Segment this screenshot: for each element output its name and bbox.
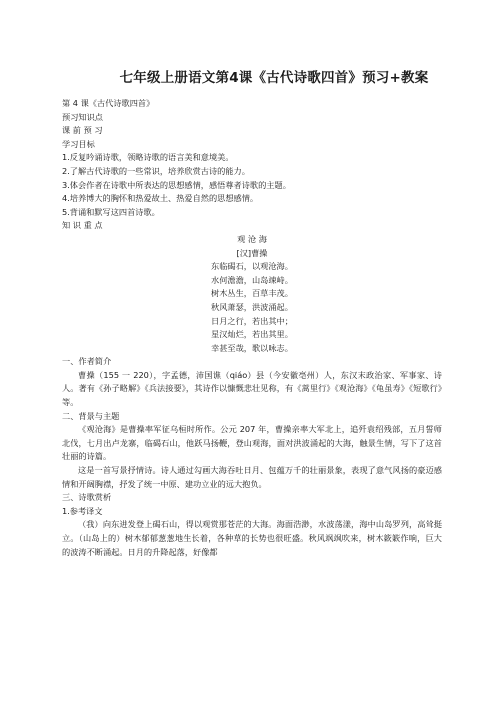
analysis-heading: 三、诗歌赏析 xyxy=(62,492,112,503)
key-points-heading: 知 识 重 点 xyxy=(62,220,103,231)
objective-item: 5.背诵和默写这四首诗歌。 xyxy=(62,206,160,217)
document-body xyxy=(62,97,442,559)
background-heading: 二、背景与主题 xyxy=(62,410,120,421)
objective-item: 1.反复吟诵诗歌，领略诗歌的语言美和意境美。 xyxy=(62,152,234,163)
objectives-heading: 学习目标 xyxy=(62,138,95,149)
author-intro-heading: 一、作者简介 xyxy=(62,356,112,367)
poem-line: 秋风萧瑟，洪波涌起。 xyxy=(211,301,293,312)
theme-paragraph: 这是一首写景抒情诗。诗人通过勾画大海吞吐日月、包蕴万千的壮丽景象，表现了意气风扬的豪迈感情和开阔胸襟，抒发了统一中原、建功立业的远大抱负。 xyxy=(62,465,442,489)
translation-heading: 1.参考译文 xyxy=(62,505,103,516)
background-paragraph: 《观沧海》是曹操率军征乌桓时所作。公元 207 年，曹操亲率大军北上，追歼袁绍残部，五月誓师北伐，七月出卢龙寨，临碣石山，他跃马扬鞭，登山观海，面对洪波涌起的大海，触景生情，写下了这首壮丽的诗篇。 xyxy=(62,424,442,462)
poem-line: 树木丛生，百草丰茂。 xyxy=(211,288,293,299)
objective-item: 4.培养博大的胸怀和热爱故土、热爱自然的思想感情。 xyxy=(62,193,259,204)
poem-line: 日月之行，若出其中； xyxy=(211,315,293,326)
poem-line: 水何澹澹，山岛竦峙。 xyxy=(211,274,293,285)
poem-block xyxy=(62,233,442,355)
lesson-heading: 第 4 课《古代诗歌四首》 xyxy=(62,98,155,108)
author-intro-text: 曹操（155 一 220），字孟德，沛国谯（qiáo）县（今安徽亳州）人，东汉末政治家、军事家、诗人。著有《孙子略解》《兵法接要》，其诗作以慷慨悲壮见称，有《蒿里行》《观沧海》《龟虽寿》《短歌行》等。 xyxy=(62,369,442,408)
translation-paragraph: （我）向东进发登上碣石山，得以观赏那苍茫的大海。海面浩渺，水波荡漾，海中山岛罗列，高耸挺立。（山岛上的）树木郁郁葱葱地生长着，各种草的长势也很旺盛。秋风飒飒吹来，树木簌簌作响，巨大的波涛不断涌起。日月的升降起落，好像都 xyxy=(62,519,442,557)
document-title: 七年级上册语文第4课《古代诗歌四首》预习+教案 xyxy=(119,70,429,86)
poem-title: 观 沧 海 xyxy=(237,233,267,244)
objective-item: 3.体会作者在诗歌中所表达的思想感情，感悟尊者诗歌的主题。 xyxy=(62,179,291,190)
pre-class-heading: 课 前 预 习 xyxy=(62,125,103,136)
poem-line: 星汉灿烂，若出其里。 xyxy=(211,329,293,340)
preview-points-heading: 预习知识点 xyxy=(62,111,103,122)
objective-item: 2.了解古代诗歌的一些常识，培养欣赏古诗的能力。 xyxy=(62,165,250,176)
poem-author: [汉]曹操 xyxy=(236,247,268,258)
poem-line: 东临碣石，以观沧海。 xyxy=(211,261,293,272)
poem-line: 幸甚至哉，歌以咏志。 xyxy=(211,342,293,353)
